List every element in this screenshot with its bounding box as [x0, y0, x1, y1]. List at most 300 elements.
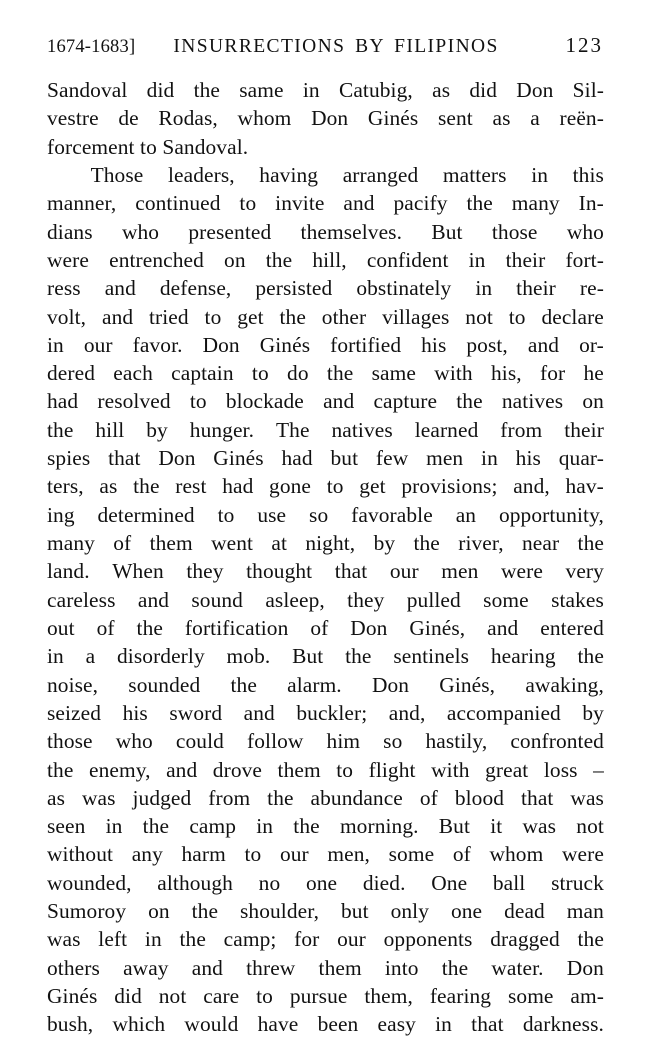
word: camp;: [223, 927, 277, 952]
word: but: [340, 899, 369, 924]
word: was: [522, 814, 557, 839]
word: When: [112, 559, 164, 584]
word: Don: [516, 78, 554, 102]
word: wounded,: [47, 870, 132, 895]
word: of: [96, 615, 115, 640]
word: and: [323, 389, 355, 414]
word: entered: [540, 615, 604, 640]
word: ters,: [47, 474, 84, 499]
word: Ginés: [213, 446, 264, 471]
word: and,: [388, 700, 426, 725]
word: him: [326, 729, 361, 754]
word: which: [112, 1012, 166, 1037]
word: them: [149, 531, 193, 555]
word: have: [257, 1012, 299, 1037]
word: in: [105, 814, 123, 839]
word: use: [257, 502, 287, 527]
word: some: [388, 842, 435, 867]
word: that: [471, 1012, 504, 1037]
text-line: [47, 189, 604, 217]
word: they: [186, 559, 224, 584]
word: to: [189, 389, 207, 414]
word: only: [390, 899, 429, 924]
word: no: [258, 870, 281, 895]
running-head: [47, 33, 603, 63]
word: hearing: [490, 644, 556, 669]
word: of: [113, 531, 132, 555]
word: declare: [541, 304, 604, 329]
text-line: [47, 1010, 604, 1038]
word: the: [47, 757, 74, 782]
word: without: [47, 842, 114, 867]
word: not: [576, 814, 604, 839]
word: leaders,: [167, 162, 235, 187]
word: Sil-: [572, 78, 604, 102]
word: them,: [364, 984, 413, 1008]
word: did: [146, 78, 175, 102]
word: continued: [135, 191, 221, 216]
word: fort-: [565, 247, 604, 272]
word: as: [432, 78, 451, 102]
word: did: [469, 78, 498, 102]
word: our: [279, 842, 309, 867]
word: they: [347, 587, 385, 612]
word: whom: [237, 106, 292, 131]
word: hav-: [565, 474, 604, 499]
word: confronted: [510, 729, 604, 754]
word: follow: [247, 729, 304, 754]
word: Don: [158, 446, 196, 471]
word: our: [83, 332, 113, 357]
word: In-: [578, 191, 604, 216]
word: harm: [181, 842, 226, 867]
word: presented: [188, 219, 272, 244]
word: the: [441, 955, 469, 980]
word: the: [136, 615, 163, 640]
word: it: [490, 814, 503, 839]
word: had: [281, 446, 313, 471]
word: were: [561, 842, 604, 867]
word: was: [81, 785, 116, 810]
word: capture: [373, 389, 438, 414]
word: do: [287, 361, 309, 386]
word: Ginés: [47, 984, 98, 1008]
text-line: [47, 303, 604, 331]
word: from: [208, 785, 251, 810]
word: hill: [95, 417, 125, 442]
word: am-: [570, 984, 604, 1008]
word: and: [101, 304, 134, 329]
word: whom: [489, 842, 544, 867]
word: quar-: [558, 446, 604, 471]
word: ress: [47, 276, 81, 301]
word: post,: [466, 332, 508, 357]
text-line: [47, 274, 604, 302]
word: judged: [132, 785, 192, 810]
text-line: [47, 925, 604, 953]
word: man: [566, 899, 604, 924]
word: who: [121, 219, 160, 244]
word: shoulder,: [239, 899, 320, 924]
word: Catubig,: [338, 78, 413, 102]
word: obstinately: [356, 276, 452, 301]
word: the: [133, 474, 160, 499]
word: for: [294, 927, 320, 952]
word: and: [166, 757, 198, 782]
word: the: [142, 814, 170, 839]
word: each: [113, 361, 153, 386]
word: sword: [169, 700, 223, 725]
word: near: [522, 531, 560, 555]
word: same: [371, 361, 416, 386]
word: the: [345, 644, 372, 669]
word: went: [211, 531, 254, 555]
word: the: [193, 78, 220, 102]
text-line: [47, 501, 604, 529]
text-line: [47, 586, 604, 614]
word: the: [47, 417, 74, 442]
word: rest: [175, 474, 207, 499]
word: Those: [90, 162, 144, 187]
word: great: [485, 757, 529, 782]
word: having: [259, 162, 319, 187]
word: determined: [97, 502, 195, 527]
word: by: [146, 417, 168, 442]
word: careless: [47, 587, 116, 612]
word: in: [144, 927, 162, 952]
word: morning.: [339, 814, 419, 839]
running-head-title: INSURRECTIONS BY FILIPINOS: [173, 36, 499, 57]
word: blockade: [225, 389, 304, 414]
word: reën-: [559, 106, 604, 131]
word: them: [277, 757, 321, 782]
word: a: [85, 644, 96, 669]
word: gone: [269, 474, 312, 499]
text-line: [47, 529, 604, 557]
word: to: [204, 304, 222, 329]
word: from: [500, 417, 543, 442]
word: pursue: [289, 984, 348, 1008]
word: to: [239, 191, 257, 216]
word: pacify: [393, 191, 448, 216]
word: and: [243, 700, 275, 725]
word: the: [267, 785, 294, 810]
word: away: [123, 955, 169, 980]
word: in: [302, 78, 320, 102]
word: mob.: [226, 644, 271, 669]
text-line: [47, 614, 604, 642]
word: hunger.: [189, 417, 255, 442]
word: so: [309, 502, 329, 527]
word: the: [466, 191, 493, 216]
word: arranged: [342, 162, 419, 187]
word: hastily,: [425, 729, 488, 754]
word: The: [275, 417, 310, 442]
word: the: [577, 927, 604, 952]
word: persisted: [255, 276, 333, 301]
word: those: [47, 729, 93, 754]
word: sounded: [128, 672, 201, 697]
word: many: [511, 191, 560, 216]
text-line: [47, 76, 604, 104]
word: favorable: [351, 502, 433, 527]
word: others: [47, 955, 100, 980]
word: learned: [414, 417, 479, 442]
word: themselves.: [300, 219, 403, 244]
word: matters: [442, 162, 507, 187]
word: the: [265, 247, 293, 272]
word: one: [305, 870, 338, 895]
word: and,: [513, 474, 550, 499]
text-line: [47, 218, 604, 246]
word: the: [413, 531, 440, 555]
word: in: [47, 644, 64, 669]
word: any: [131, 842, 163, 867]
word: But: [438, 814, 470, 839]
word: although: [157, 870, 233, 895]
word: dragged: [490, 927, 560, 952]
text-line: [47, 954, 604, 982]
word: and: [487, 615, 519, 640]
word: darkness.: [522, 1012, 604, 1037]
word: Ginés: [259, 332, 311, 357]
word: who: [566, 219, 604, 244]
word: an: [455, 502, 477, 527]
word: vestre: [47, 106, 99, 131]
word: natives: [501, 389, 564, 414]
word: left: [98, 927, 128, 952]
word: loss: [543, 757, 578, 782]
word: invite: [275, 191, 325, 216]
word: them: [318, 955, 362, 980]
word: with: [434, 361, 473, 386]
word: who: [115, 729, 153, 754]
text-line: [47, 472, 604, 500]
word: of: [452, 842, 471, 867]
word: abundance: [310, 785, 403, 810]
word: in: [531, 162, 549, 187]
word: but: [330, 446, 359, 471]
word: was: [47, 927, 81, 952]
text-line: [47, 982, 604, 1010]
word: the: [577, 531, 604, 555]
word: awaking,: [525, 672, 604, 697]
word: very: [565, 559, 604, 584]
word: some: [483, 587, 529, 612]
word: opportunity,: [498, 502, 604, 527]
text-line: [47, 444, 604, 472]
word: water.: [491, 955, 544, 980]
word: flight: [368, 757, 416, 782]
word: had: [222, 474, 254, 499]
running-head-date-range: 1674-1683]: [47, 37, 136, 57]
word: by: [582, 700, 604, 725]
word: or-: [579, 332, 604, 357]
word: fearing: [429, 984, 492, 1008]
word: had: [47, 389, 79, 414]
text-line: [47, 840, 604, 868]
text-line: [47, 699, 604, 727]
word: Don: [202, 332, 240, 357]
word: the: [456, 389, 483, 414]
word: for: [539, 361, 566, 386]
word: on: [148, 899, 170, 924]
word: on: [582, 389, 604, 414]
word: men: [441, 559, 479, 584]
text-line: [47, 359, 604, 387]
word: Rodas,: [158, 106, 218, 131]
word: as: [492, 106, 511, 131]
word: easy: [377, 1012, 416, 1037]
word: one: [450, 899, 483, 924]
word: dians: [47, 219, 93, 244]
word: Sandoval: [47, 78, 128, 102]
body-text: [47, 76, 604, 1039]
text-line: [47, 869, 604, 897]
word: drove: [212, 757, 263, 782]
word: men: [426, 446, 464, 471]
word: noise,: [47, 672, 99, 697]
word: de: [118, 106, 139, 131]
word: favor.: [132, 332, 183, 357]
word: ball: [492, 870, 526, 895]
word: the: [279, 304, 306, 329]
word: a: [530, 106, 540, 131]
word: the: [326, 361, 354, 386]
word: stakes: [551, 587, 604, 612]
word: land.: [47, 559, 90, 584]
word: But: [292, 644, 324, 669]
word: entrenched: [109, 247, 204, 272]
word: so: [383, 729, 403, 754]
word: get: [237, 304, 264, 329]
word: alarm.: [287, 672, 342, 697]
word: re-: [579, 276, 604, 301]
word: natives: [331, 417, 393, 442]
word: many: [47, 531, 95, 555]
word: resolved: [97, 389, 171, 414]
text-line: [47, 387, 604, 415]
word: been: [317, 1012, 359, 1037]
word: could: [175, 729, 224, 754]
text-line: forcement to Sandoval.: [47, 134, 249, 159]
word: get: [359, 474, 386, 499]
word: to: [256, 984, 273, 1008]
word: opponents: [383, 927, 473, 952]
word: other: [321, 304, 367, 329]
word: the: [191, 899, 219, 924]
text-line: [47, 104, 604, 132]
word: struck: [551, 870, 604, 895]
word: to: [336, 757, 354, 782]
word: Ginés,: [439, 672, 496, 697]
text-line: [47, 756, 604, 784]
paragraph-indent: [47, 161, 66, 189]
word: his: [515, 446, 541, 471]
word: accompanied: [446, 700, 561, 725]
text-line: [47, 331, 604, 359]
word: to: [326, 474, 344, 499]
word: provisions;: [401, 474, 498, 499]
word: bush,: [47, 1012, 94, 1037]
word: manner,: [47, 191, 117, 216]
word: the: [230, 672, 257, 697]
word: by: [373, 531, 396, 555]
word: –: [593, 757, 604, 782]
word: as: [99, 474, 118, 499]
word: would: [184, 1012, 239, 1037]
word: care: [203, 984, 240, 1008]
word: One: [431, 870, 468, 895]
text-line: [47, 557, 604, 585]
word: his,: [490, 361, 522, 386]
word: to: [508, 304, 526, 329]
word: his: [421, 332, 447, 357]
word: at: [271, 531, 288, 555]
word: that: [108, 446, 141, 471]
word: his: [122, 700, 148, 725]
word: Don: [371, 672, 410, 697]
word: not: [465, 304, 493, 329]
word: fortification: [184, 615, 289, 640]
word: that: [334, 559, 368, 584]
word: to: [217, 502, 235, 527]
word: Don: [311, 106, 349, 131]
word: this: [572, 162, 604, 187]
word: their: [516, 276, 556, 301]
word: seized: [47, 700, 102, 725]
word: Don: [350, 615, 388, 640]
word: did: [114, 984, 142, 1008]
word: some: [507, 984, 554, 1008]
word: and: [104, 276, 136, 301]
word: died.: [362, 870, 406, 895]
word: into: [384, 955, 419, 980]
word: enemy,: [88, 757, 151, 782]
word: disorderly: [117, 644, 205, 669]
word: the: [577, 644, 604, 669]
word: not: [158, 984, 187, 1008]
word: on: [224, 247, 246, 272]
text-line: [47, 246, 604, 274]
word: fortified: [330, 332, 402, 357]
word: the: [179, 927, 206, 952]
word: hill,: [312, 247, 347, 272]
text-line: [47, 161, 604, 189]
word: Sumoroy: [47, 899, 127, 924]
word: as: [47, 785, 66, 810]
word: were: [500, 559, 543, 584]
word: in: [481, 446, 498, 471]
word: the: [293, 814, 320, 839]
word: to: [244, 842, 262, 867]
word: defense,: [159, 276, 232, 301]
word: captain: [171, 361, 234, 386]
text-line: [47, 812, 604, 840]
word: he: [583, 361, 604, 386]
word: volt,: [47, 304, 87, 329]
word: in: [256, 814, 274, 839]
word: buckler;: [296, 700, 368, 725]
word: that: [520, 785, 554, 810]
word: of: [310, 615, 329, 640]
word: same: [239, 78, 284, 102]
word: But: [431, 219, 463, 244]
word: out: [47, 615, 75, 640]
word: blood: [454, 785, 505, 810]
word: threw: [246, 955, 296, 980]
text-line: [47, 727, 604, 755]
